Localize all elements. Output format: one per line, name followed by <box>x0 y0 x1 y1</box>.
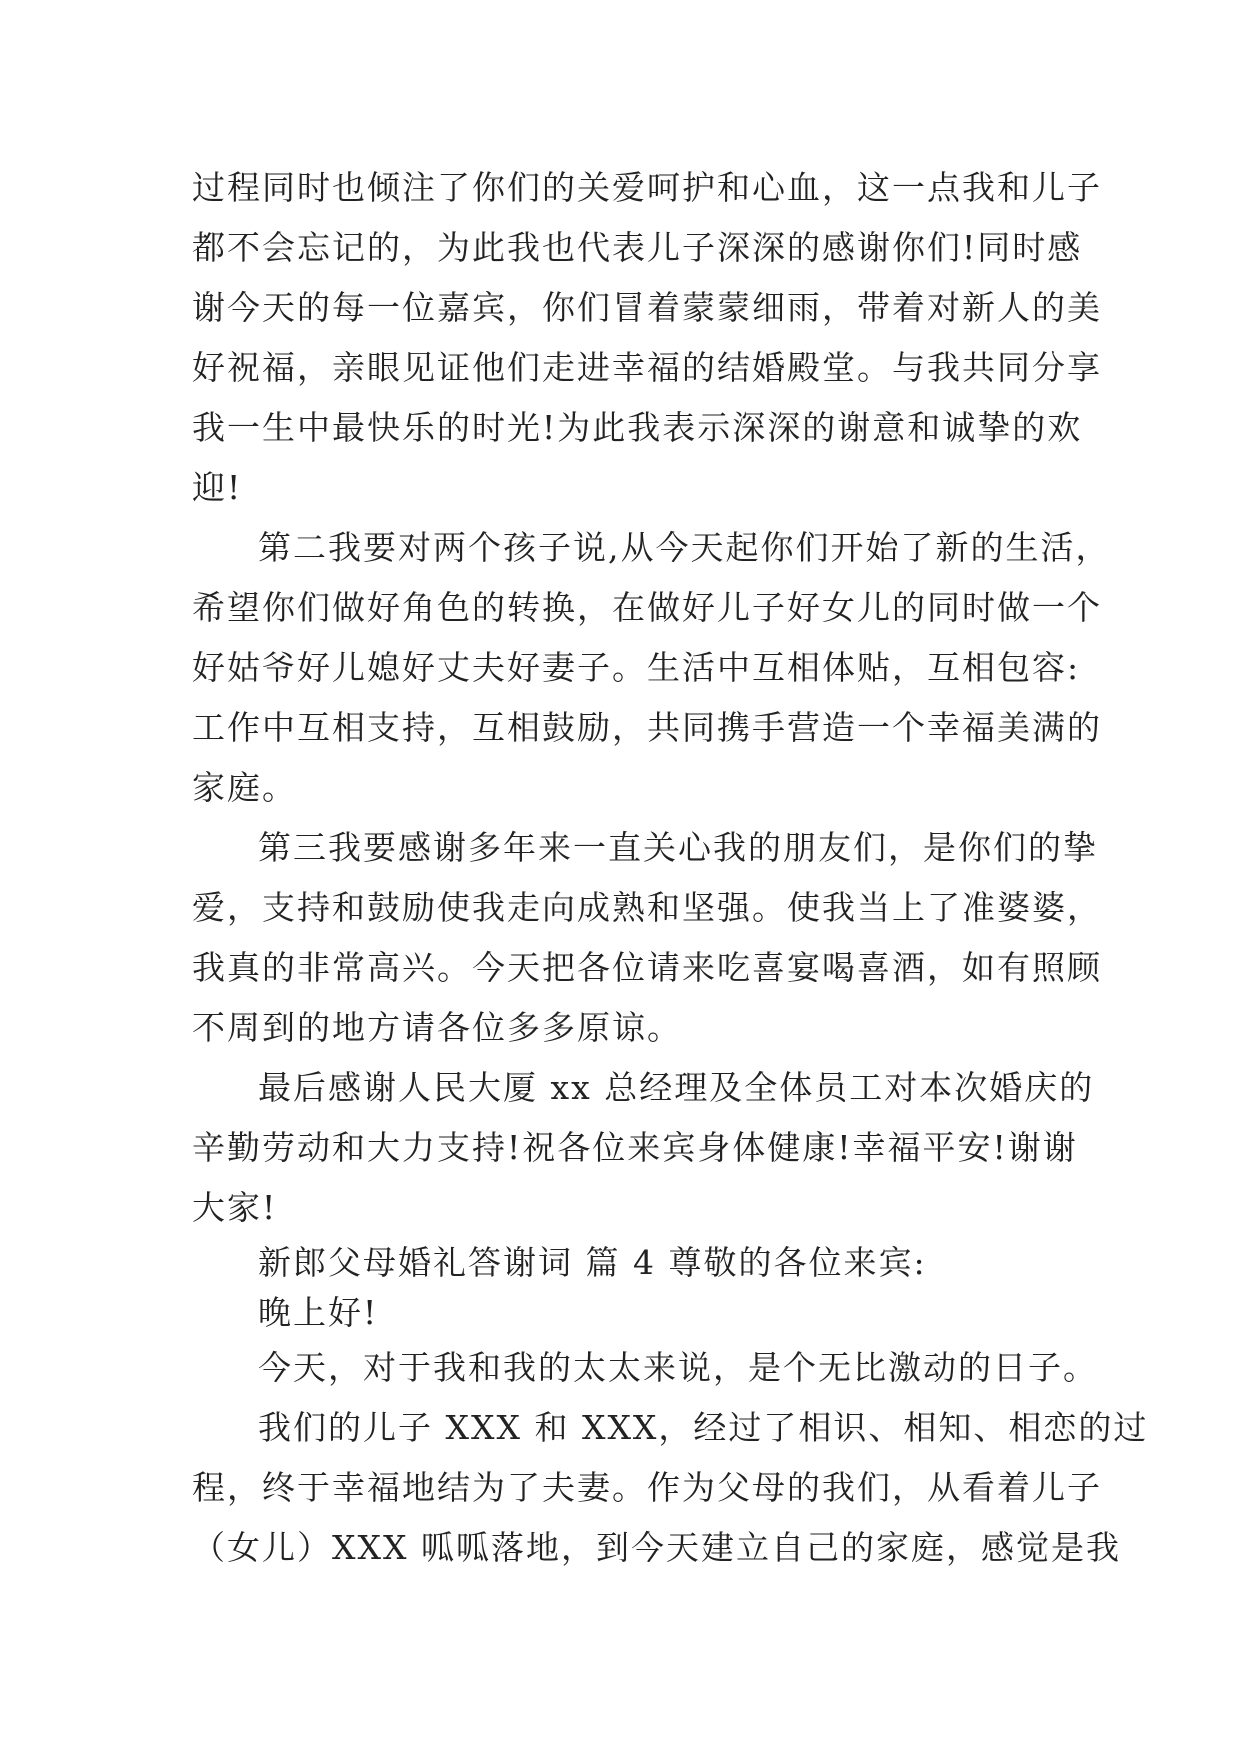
text-line: 爱，支持和鼓励使我走向成熟和坚强。使我当上了准婆婆， <box>192 888 1102 927</box>
text-line: 家庭。 <box>192 768 297 807</box>
text-line: 辛勤劳动和大力支持!祝各位来宾身体健康!幸福平安!谢谢 <box>192 1128 1078 1167</box>
text-line: 不周到的地方请各位多多原谅。 <box>192 1008 682 1047</box>
text-line: 谢今天的每一位嘉宾，你们冒着蒙蒙细雨，带着对新人的美 <box>192 288 1102 327</box>
text-line: 过程同时也倾注了你们的关爱呵护和心血，这一点我和儿子 <box>192 168 1102 207</box>
text-line: 好姑爷好儿媳好丈夫好妻子。生活中互相体贴，互相包容: <box>192 648 1081 687</box>
paragraph-start-line: 今天，对于我和我的太太来说，是个无比激动的日子。 <box>258 1348 1098 1387</box>
text-line: 好祝福，亲眼见证他们走进幸福的结婚殿堂。与我共同分享 <box>192 348 1102 387</box>
text-line: 迎! <box>192 468 243 507</box>
greeting-line: 晚上好! <box>258 1293 379 1332</box>
paragraph-start-line: 我们的儿子 XXX 和 XXX，经过了相识、相知、相恋的过 <box>258 1408 1149 1447</box>
body-text <box>192 158 1149 1578</box>
text-line: 都不会忘记的，为此我也代表儿子深深的感谢你们!同时感 <box>192 228 1083 267</box>
paragraph-start-line: 第三我要感谢多年来一直关心我的朋友们，是你们的挚 <box>258 828 1098 867</box>
text-line: 工作中互相支持，互相鼓励，共同携手营造一个幸福美满的 <box>192 708 1102 747</box>
text-line: 希望你们做好角色的转换，在做好儿子好女儿的同时做一个 <box>192 588 1102 627</box>
text-line: 大家! <box>192 1188 278 1227</box>
text-line: 我一生中最快乐的时光!为此我表示深深的谢意和诚挚的欢 <box>192 408 1083 447</box>
text-line: 我真的非常高兴。今天把各位请来吃喜宴喝喜酒，如有照顾 <box>192 948 1102 987</box>
paragraph-start-line: 最后感谢人民大厦 xx 总经理及全体员工对本次婚庆的 <box>258 1068 1095 1107</box>
text-line: （女儿）XXX 呱呱落地，到今天建立自己的家庭，感觉是我 <box>192 1528 1121 1567</box>
paragraph-start-line: 第二我要对两个孩子说,从今天起你们开始了新的生活， <box>258 528 1111 567</box>
text-line: 程，终于幸福地结为了夫妻。作为父母的我们，从看着儿子 <box>192 1468 1102 1507</box>
section-heading-line: 新郎父母婚礼答谢词 篇 4 尊敬的各位来宾: <box>258 1243 927 1282</box>
